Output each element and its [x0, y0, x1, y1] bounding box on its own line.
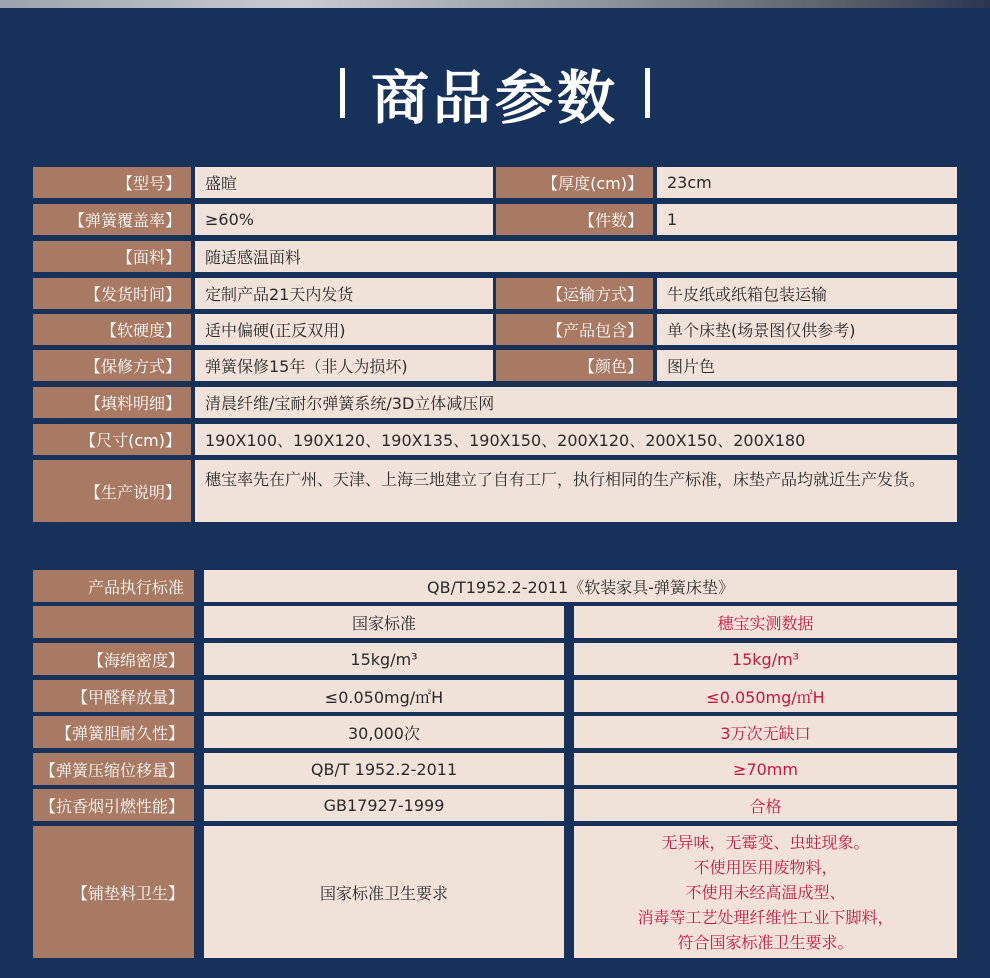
param-value-color: 图片色 [657, 350, 957, 381]
standards-row-measured: ≤0.050mg/㎡H [574, 680, 957, 712]
section-title [0, 58, 990, 132]
standards-row-measured: 15kg/m³ [574, 643, 957, 675]
param-label-pieces: 【件数】 [496, 204, 653, 235]
param-value-transport: 牛皮纸或纸箱包装运输 [657, 278, 957, 309]
standards-exec-label: 产品执行标准 [33, 570, 194, 602]
top-banner-strip [0, 0, 990, 8]
standards-row-national: GB17927-1999 [204, 789, 564, 821]
standards-header-blank [33, 606, 194, 638]
param-value-hardness: 适中偏硬(正反双用) [195, 314, 493, 345]
param-label-filling: 【填料明细】 [33, 387, 191, 418]
standards-hygiene-label: 【铺垫料卫生】 [33, 826, 194, 958]
title-left-bar [340, 68, 345, 118]
param-value-contents: 单个床垫(场景图仅供参考) [657, 314, 957, 345]
hygiene-line: 消毒等工艺处理纤维性工业下脚料， [637, 907, 894, 927]
param-value-model: 盛暄 [195, 167, 493, 198]
param-label-fabric: 【面料】 [33, 241, 191, 272]
standards-row-label: 【抗香烟引燃性能】 [33, 789, 194, 821]
param-value-production: 穗宝率先在广州、天津、上海三地建立了自有工厂，执行相同的生产标准，床垫产品均就近生产发货。 [195, 460, 957, 522]
param-label-warranty: 【保修方式】 [33, 350, 191, 381]
hygiene-line: 不使用医用废物料， [693, 857, 838, 877]
standards-col-measured: 穗宝实测数据 [574, 606, 957, 638]
param-label-production: 【生产说明】 [33, 460, 191, 522]
param-label-thickness: 【厚度(cm)】 [496, 167, 653, 198]
param-label-ship-time: 【发货时间】 [33, 278, 191, 309]
param-value-ship-time: 定制产品21天内发货 [195, 278, 493, 309]
param-value-pieces: 1 [657, 204, 957, 235]
hygiene-line: 符合国家标准卫生要求。 [677, 932, 854, 952]
param-label-transport: 【运输方式】 [496, 278, 653, 309]
standards-row-measured: ≥70mm [574, 753, 957, 785]
standards-hygiene-measured [574, 826, 957, 958]
standards-row-national: 30,000次 [204, 716, 564, 748]
standards-col-national: 国家标准 [204, 606, 564, 638]
hygiene-line: 无异味，无霉变、虫蛀现象。 [661, 832, 870, 852]
standards-row-label: 【海绵密度】 [33, 643, 194, 675]
standards-row-measured: 合格 [574, 789, 957, 821]
param-value-fabric: 随适感温面料 [195, 241, 957, 272]
standards-row-national: 15kg/m³ [204, 643, 564, 675]
standards-row-label: 【甲醛释放量】 [33, 680, 194, 712]
param-label-contents: 【产品包含】 [496, 314, 653, 345]
param-label-hardness: 【软硬度】 [33, 314, 191, 345]
param-label-size: 【尺寸(cm)】 [33, 424, 191, 455]
standards-row-national: QB/T 1952.2-2011 [204, 753, 564, 785]
standards-row-label: 【弹簧胆耐久性】 [33, 716, 194, 748]
param-label-model: 【型号】 [33, 167, 191, 198]
param-value-coverage: ≥60% [195, 204, 493, 235]
param-label-color: 【颜色】 [496, 350, 653, 381]
standards-row-label: 【弹簧压缩位移量】 [33, 753, 194, 785]
standards-row-national: ≤0.050mg/㎡H [204, 680, 564, 712]
param-value-thickness: 23cm [657, 167, 957, 198]
param-label-coverage: 【弹簧覆盖率】 [33, 204, 191, 235]
standards-row-measured: 3万次无缺口 [574, 716, 957, 748]
standards-exec-value: QB/T1952.2-2011《软装家具-弹簧床垫》 [204, 570, 957, 602]
title-right-bar [645, 68, 650, 118]
page-title: 商品参数 [370, 64, 619, 132]
hygiene-line: 不使用未经高温成型、 [685, 882, 846, 902]
standards-hygiene-national: 国家标准卫生要求 [204, 826, 564, 958]
param-value-size: 190X100、190X120、190X135、190X150、200X120、200X150、200X180 [195, 424, 957, 455]
param-value-filling: 清晨纤维/宝耐尔弹簧系统/3D立体减压网 [195, 387, 957, 418]
param-value-warranty: 弹簧保修15年（非人为损坏) [195, 350, 493, 381]
